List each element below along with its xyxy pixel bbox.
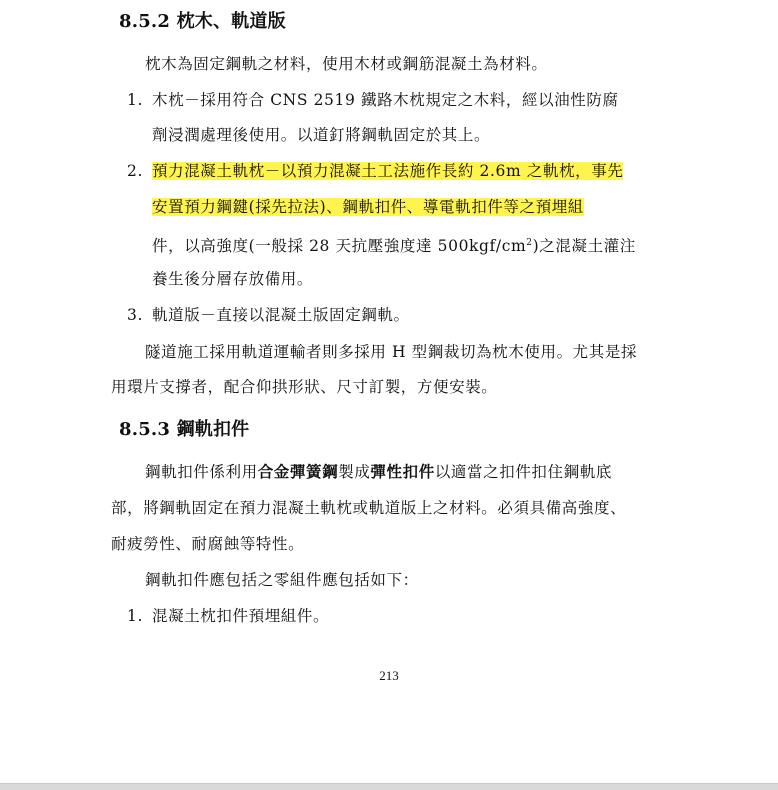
paragraph-line: 部，將鋼軌固定在預力混凝土軌枕或軌道版上之材料。必須具備高強度、 xyxy=(111,499,627,517)
list-item-text: 軌道版－直接以混凝土版固定鋼軌。 xyxy=(152,306,410,324)
text-segment: 件，以高強度(一般採 28 天抗壓強度達 500kgf/cm xyxy=(152,237,527,256)
list-item-2-continuation xyxy=(152,196,584,218)
bold-term: 合金彈簧鋼 xyxy=(257,462,339,481)
paragraph-line: 鋼軌扣件應包括之零組件應包括如下： xyxy=(145,571,419,589)
list-item-1 xyxy=(127,605,329,627)
section-heading-8-5-2: 8.5.2 枕木、軌道版 xyxy=(119,11,286,32)
list-item-2-continuation: 養生後分層存放備用。 xyxy=(152,270,314,288)
list-item-1 xyxy=(127,89,619,111)
highlighted-text: 安置預力鋼鍵(採先拉法)、鋼軌扣件、導電軌扣件等之預埋組 xyxy=(152,198,584,216)
bold-term: 彈性扣件 xyxy=(370,462,435,481)
text-segment: )之混凝土灌注 xyxy=(532,237,636,256)
list-item-2 xyxy=(127,160,623,182)
page-number: 213 xyxy=(379,668,399,683)
list-item-1-continuation: 劑浸潤處理後使用。以道釘將鋼軌固定於其上。 xyxy=(152,126,491,144)
highlighted-text: 預力混凝土軌枕－以預力混凝土工法施作長約 2.6m 之軌枕，事先 xyxy=(152,162,624,180)
paragraph-line: 用環片支撐者，配合仰拱形狀、尺寸訂製，方便安裝。 xyxy=(111,378,498,396)
list-item-number: 2. xyxy=(127,162,143,180)
superscript: 2 xyxy=(526,238,533,248)
section-intro-text: 枕木為固定鋼軌之材料，使用木材或鋼筋混凝土為材料。 xyxy=(145,55,548,73)
paragraph-line xyxy=(145,461,612,483)
list-item-3 xyxy=(127,304,410,326)
paragraph-line: 耐疲勞性、耐腐蝕等特性。 xyxy=(111,535,305,553)
text-segment: 鋼軌扣件係利用 xyxy=(145,463,258,481)
list-item-number: 1. xyxy=(127,607,143,625)
paragraph-line: 隧道施工採用軌道運輸者則多採用 H 型鋼裁切為枕木使用。尤其是採 xyxy=(145,343,638,361)
list-item-text: 混凝土枕扣件預埋組件。 xyxy=(152,607,330,625)
list-item-text: 木枕－採用符合 CNS 2519 鐵路木枕規定之木料，經以油性防腐 xyxy=(152,91,619,109)
text-segment: 以適當之扣件扣住鋼軌底 xyxy=(434,463,612,481)
list-item-number: 1. xyxy=(127,91,143,109)
text-segment: 製成 xyxy=(338,463,371,481)
list-item-number: 3. xyxy=(127,306,143,324)
list-item-2-continuation xyxy=(152,232,636,257)
section-heading-8-5-3: 8.5.3 鋼軌扣件 xyxy=(119,419,250,440)
